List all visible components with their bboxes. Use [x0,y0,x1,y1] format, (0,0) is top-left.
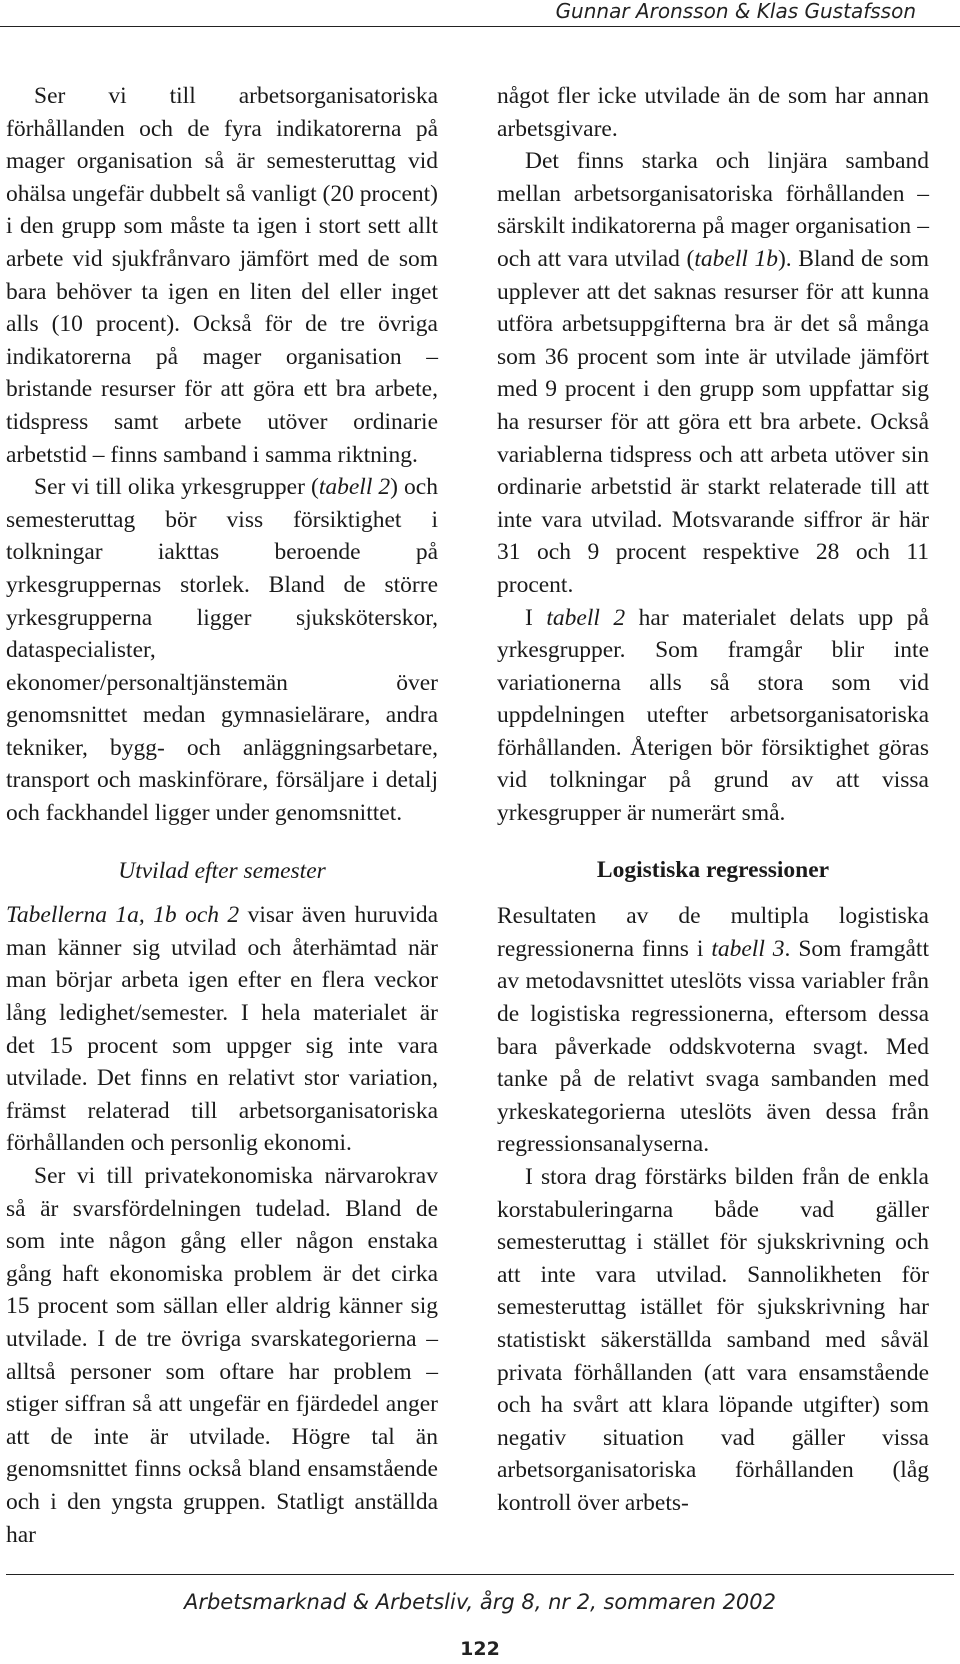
table-reference: tabell 3 [711,935,785,962]
left-column [6,80,438,1551]
right-paragraph-4 [497,900,929,1161]
left-paragraph-4: Ser vi till privatekonomiska närvarokrav så är svarsfördelningen tudelad. Bland de som inte någon gång eller någon enstaka gång haft ekonomiska problem är det cirka 15 procent som sällan eller aldrig känner sig utvilade. I de tre övriga svarskategorierna – alltså personer som oftare har problem – stiger siffran så att ungefär en fjärdedel anger att de inte är utvilade. Högre tal än genomsnittet finns också bland ensamstående och i den yngsta gruppen. Statligt anställda har [6,1163,438,1548]
journal-citation: Arbetsmarknad & Arbetsliv, årg 8, nr 2, sommaren 2002 [183,1590,777,1614]
right-paragraph-3-text-b: har materialet delats upp på yrkesgrupper. Som framgår blir inte variationerna alls så stora som vid uppdelningen utefter arbetsorganisatoriska förhållanden. Återigen bör försiktighet göras vid tolkningar på grund av att vissa yrkesgrupper är numerärt små. [497,604,929,827]
left-paragraph-1: Ser vi till arbetsorganisatoriska förhållanden och de fyra indikatorerna på mager organisation så är semesteruttag vid ohälsa ungefär dubbelt så vanligt (20 procent) i den grupp som måste ta igen i stort sett allt arbete vid sjukfrånvaro jämfört med de som bara behöver ta igen en liten del eller inget alls (10 procent). Också för de tre övriga indikatorerna på mager organisation – bristande resurser för att göra ett bra arbete, tidspress samt arbete utöver ordinarie arbetstid – finns samband i samma riktning. [6,83,438,468]
right-paragraph-4-text-a: Resultaten av de multipla logistiska regressionerna finns i [497,903,929,962]
running-head: Gunnar Aronsson & Klas Gustafsson [555,0,916,23]
table-reference: tabell 1b [694,245,778,272]
right-paragraph-2 [497,145,929,601]
right-paragraph-3 [497,602,929,830]
left-paragraph-2 [6,471,438,830]
footer-rule [6,1574,954,1575]
left-paragraph-3-text: visar även huruvida man känner sig utvilad och återhämtad när man börjar arbeta igen efter en flera veckor lång ledighet/semester. I hela materialet är det 15 procent som uppger sig inte vara utvilade. Det finns en relativt stor variation, främst relaterad till arbetsorganisatoriska förhållanden och personlig ekonomi. [6,902,438,1157]
section-heading-utvilad: Utvilad efter semester [118,857,326,884]
right-paragraph-3-text-a: I [525,604,547,631]
section-heading-logistiska: Logistiska regressioner [596,856,830,883]
left-paragraph-3 [6,899,438,1160]
right-paragraph-1: något fler icke utvilade än de som har annan arbetsgivare. [497,83,929,142]
right-paragraph-5: I stora drag förstärks bilden från de enkla korstabuleringarna både vad gäller semesteruttag i stället för sjukskrivning och att inte vara utvilad. Sannolikheten för semesteruttag istället för sjukskrivning har statistiskt säkerställda samband med såväl privata förhållanden (att vara ensamstående och ha svårt att klara löpande utgifter) som negativ situation vad gäller vissa arbetsorganisatoriska förhållanden (låg kontroll över arbets- [497,1164,929,1516]
header-rule [0,26,960,27]
table-reference: tabell 2 [546,604,626,631]
table-reference: tabell 2 [318,474,391,501]
right-paragraph-4-text-b: . Som framgått av metodavsnittet uteslöts vissa variabler från de logistiska regressionerna, eftersom dessa bara påverkade oddskvoterna svagt. Med tanke på de relativt svaga sambanden med yrkeskategorierna uteslöts även dessa från regressionsanalyserna. [497,935,929,1158]
right-paragraph-2-text-a: Det finns starka och linjära samband mellan arbetsorganisatoriska förhållanden – särskilt indikatorerna på mager organisation – och att vara utvilad ( [497,148,929,272]
table-reference: Tabellerna 1a, 1b och 2 [6,902,240,929]
left-paragraph-2-text-a: Ser vi till olika yrkesgrupper ( [34,474,319,501]
right-paragraph-2-text-b: ). Bland de som upplever att det saknas resurser för att kunna utföra arbetsuppgifterna bra är det så många som 36 procent som inte är utvilade jämfört med 9 procent i den grupp som uppfattar sig ha resurser för att göra ett bra arbete. Också variablerna tidspress och att arbeta utöver sin ordinarie arbetstid är starkt relaterade till att inte vara utvilad. Motsvarande siffror är här 31 och 9 procent respektive 28 och 11 procent. [497,245,929,598]
right-column [497,80,929,1520]
left-paragraph-2-text-b: ) och semesteruttag bör viss försiktighet i tolkningar iakttas beroende på yrkesgruppernas storlek. Bland de större yrkesgrupperna ligger sjuksköterskor, dataspecialister, ekonomer/personaltjänstemän över genomsnittet medan gymnasielärare, andra tekniker, bygg- och anläggningsarbetare, transport och maskinförare, försäljare i detalj och fackhandel ligger under genomsnittet. [6,474,438,827]
page-number: 122 [460,1638,500,1660]
